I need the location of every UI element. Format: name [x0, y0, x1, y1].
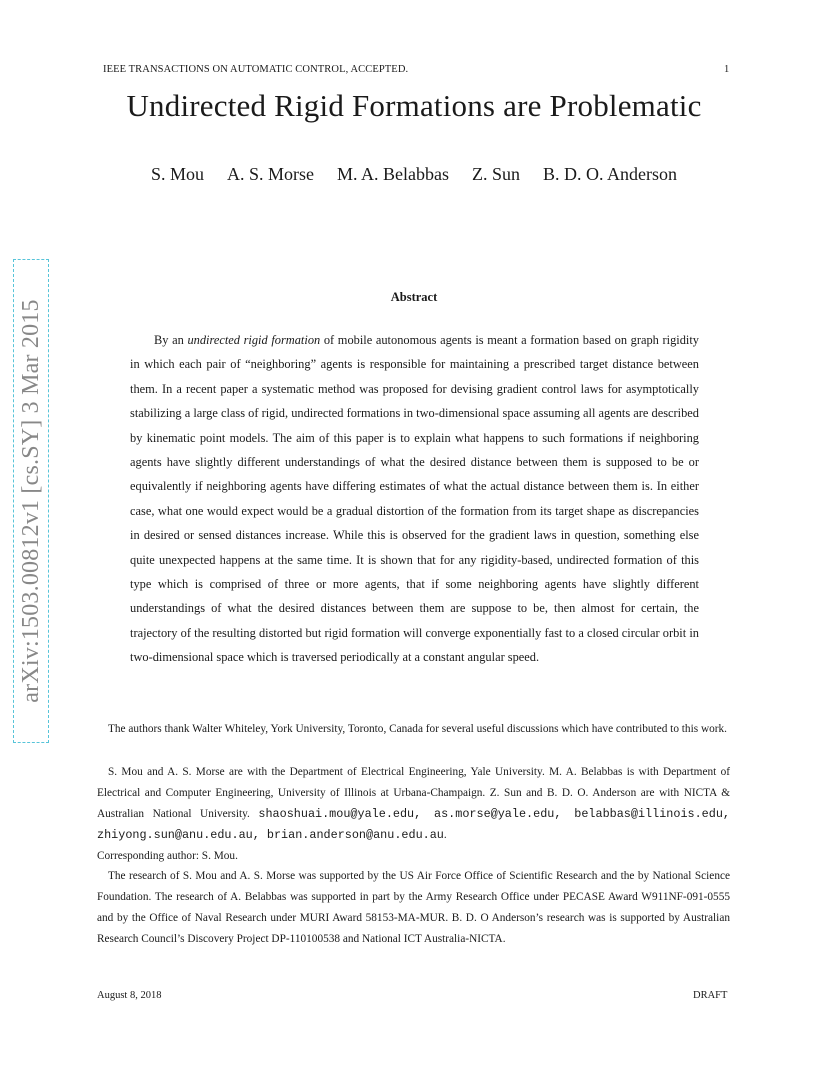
- acknowledgement-footnote: The authors thank Walter Whiteley, York University, Toronto, Canada for several useful discussions which have contributed to this work.: [108, 723, 727, 735]
- abstract-text: [130, 328, 699, 670]
- affiliation-footnote: [97, 762, 730, 867]
- author-name: Z. Sun: [472, 164, 521, 184]
- author-name: M. A. Belabbas: [337, 164, 449, 184]
- author-list: [0, 164, 828, 185]
- emails-period: .: [443, 829, 447, 841]
- affiliation-text: S. Mou and A. S. Morse are with the Department of Electrical Engineering, Yale University. M. A. Belabbas is with Department of Electrical and Computer Engineering, University of Illinois at Urbana-Champaign. Z. Sun and B. D. O. Anderson are with NICTA & Australian National University.: [97, 766, 730, 820]
- abstract-emphasis: undirected rigid formation: [187, 333, 321, 347]
- running-header: IEEE TRANSACTIONS ON AUTOMATIC CONTROL, ACCEPTED.: [103, 64, 409, 75]
- paper-title: Undirected Rigid Formations are Problematic: [126, 88, 702, 123]
- footer-status: DRAFT: [693, 990, 728, 1001]
- author-name: A. S. Morse: [226, 164, 314, 184]
- abstract-lead: By an: [154, 333, 188, 347]
- abstract-heading: Abstract: [390, 290, 438, 304]
- author-emails[interactable]: shaoshuai.mou@yale.edu, as.morse@yale.edu, belabbas@illinois.edu, zhiyong.sun@anu.edu.au, brian.anderson@anu.edu.au: [97, 807, 730, 842]
- funding-footnote: The research of S. Mou and A. S. Morse was supported by the US Air Force Office of Scientific Research and the by National Science Foundation. The research of A. Belabbas was supported in part by the Army Research Office under PECASE Award W911NF-091-0555 and by the Office of Naval Research under MURI Award 58153-MA-MUR. B. D. O Anderson’s research was is supported by Australian Research Council’s Discovery Project DP-110100538 and National ICT Australia-NICTA.: [97, 870, 730, 945]
- arxiv-identifier[interactable]: arXiv:1503.00812v1 [cs.SY] 3 Mar 2015: [18, 299, 44, 703]
- corresponding-author: Corresponding author: S. Mou.: [97, 850, 238, 862]
- author-name: S. Mou: [150, 164, 204, 184]
- author-name: B. D. O. Anderson: [543, 164, 678, 184]
- abstract-body: of mobile autonomous agents is meant a formation based on graph rigidity in which each pair of “neighboring” agents is responsible for maintaining a prescribed target distance between them. In a recent paper a systematic method was proposed for devising gradient control laws for asymptotically stabilizing a large class of rigid, undirected formations in two-dimensional space assuming all agents are described by kinematic point models. The aim of this paper is to explain what happens to such formations if neighboring agents have slightly different understandings of what the desired distance between them is supposed to be or equivalently if neighboring agents have differing estimates of what the actual distance between them is. In either case, what one would expect would be a gradual distortion of the formation from its target shape as discrepancies in desired or sensed distances increase. While this is observed for the gradient laws in question, something else quite unexpected happens at the same time. It is shown that for any rigidity-based, undirected formation of this type which is comprised of three or more agents, that if some neighboring agents have slightly different understandings of what the desired distances between them are suppose to be, then almost for certain, the trajectory of the resulting distorted but rigid formation will converge exponentially fast to a closed circular orbit in two-dimensional space which is traversed periodically at a constant angular speed.: [130, 333, 699, 665]
- page-number: 1: [724, 64, 730, 75]
- footer-date: August 8, 2018: [97, 990, 162, 1001]
